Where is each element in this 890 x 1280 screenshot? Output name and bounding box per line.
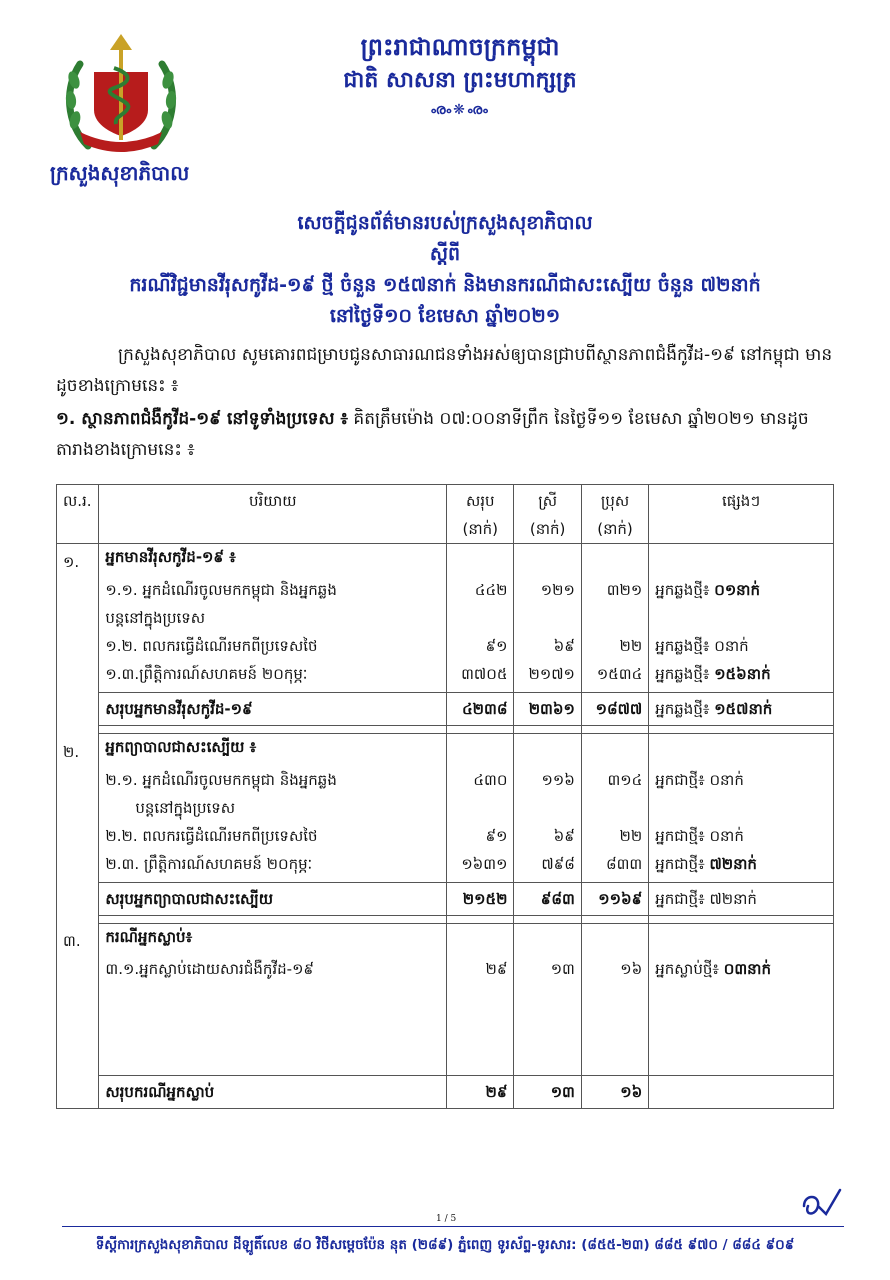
header-no: ល.រ. [57,485,99,544]
ministry-logo [58,28,184,158]
table-row: ១.៣.ព្រឹត្តិការណ៍សហគមន៍ ២០កុម្ភៈ ៣៧០៥ ២១៧១ ១៥៣៤ អ្នកឆ្លងថ្មី៖ ១៥៦នាក់ [57,660,834,693]
intro-paragraph: ក្រសួងសុខាភិបាល សូមគោរពជម្រាបជូនសាធារណជនទាំងអស់ឲ្យបានជ្រាបពីស្ថានភាពជំងឺកូវីដ-១៩ នៅកម្ពុជា មានដូចខាងក្រោមនេះ ៖ [56,345,833,396]
table-row: ២. អ្នកព្យាបាលជាសះស្បើយ ៖ [57,734,834,766]
section-1 [56,404,846,466]
table-row: ១.១. អ្នកដំណើរចូលមកកម្ពុជា និងអ្នកឆ្លង បន្តនៅក្នុងប្រទេស ៤៤២ ១២១ ៣២១ អ្នកឆ្លងថ្មី៖ ០១នាក់ [57,576,834,632]
table-row: ៣. ករណីអ្នកស្លាប់៖ [57,923,834,955]
title-line-1: សេចក្តីជូនព័ត៌មានរបស់ក្រសួងសុខាភិបាល [297,212,593,234]
title-line-4: នៅថ្ងៃទី១០ ខែមេសា ឆ្នាំ២០២១ [329,305,561,327]
header-male: ប្រុស (នាក់) [581,485,648,544]
table-row: ២.៣. ព្រឹត្តិការណ៍សហគមន៍ ២០កុម្ភៈ ១៦៣១ ៧៩៨ ៨៣៣ អ្នកជាថ្មី៖ ៧២នាក់ [57,850,834,883]
header-total: សរុប (នាក់) [447,485,514,544]
footer-address: ទីស្តីការក្រសួងសុខាភិបាល ដីឡូតិ៍លេខ ៨០ វិថីសម្តេចប៉ែន នុត (២៨៩) ភ្នំពេញ ទូរស័ព្ទ-ទូរសារ: (៨៥៥-២៣) ៨៨៥ ៩៧០ / ៨៨៤ ៩០៩ [95,1237,795,1253]
ministry-name: ក្រសួងសុខាភិបាល [50,161,190,185]
total-row-deaths: សរុបករណីអ្នកស្លាប់ ២៩ ១៣ ១៦ [57,1075,834,1108]
table-header-row [57,485,834,544]
document-title [40,208,850,332]
table-row: ៣.១.អ្នកស្លាប់ដោយសារជំងឺកូវីដ-១៩ ២៩ ១៣ ១៦ អ្នកស្លាប់ថ្មី៖ ០៣នាក់ [57,955,834,1075]
national-motto: ជាតិ សាសនា ព្រះមហាក្សត្រ [343,68,577,93]
section-1-text: គិតត្រឹមម៉ោង ០៧:០០នាទីព្រឹក នៃថ្ងៃទី១១ ខែមេសា ឆ្នាំ២០២១ មានដូចតារាងខាងក្រោមនេះ ៖ [56,409,809,460]
page-number: 1 / 5 [436,1214,457,1224]
signature-mark [798,1186,844,1220]
table-row: ១. អ្នកមានវីរុសកូវីដ-១៩ ៖ [57,544,834,577]
covid-stats-table [56,484,834,1109]
section-1-heading: ១. ស្ថានភាពជំងឺកូវីដ-១៩ នៅទូទាំងប្រទេស ៖ [56,409,348,429]
total-row-recovered: សរុបអ្នកព្យាបាលជាសះស្បើយ ២១៥២ ៩៨៣ ១១៦៩ អ្នកជាថ្មី៖ ៧២នាក់ [57,882,834,915]
header-misc: ផ្សេងៗ [649,485,834,544]
header-desc: បរិយាយ [99,485,447,544]
table-row: ១.២. ពលករធ្វើដំណើរមកពីប្រទេសថៃ ៩១ ៦៩ ២២ អ្នកឆ្លងថ្មី៖ ០នាក់ [57,632,834,660]
footer-divider [62,1226,844,1227]
header-female: ស្រី (នាក់) [514,485,581,544]
ornament-icon: ൟ❋ൟ [430,102,490,118]
kingdom-title: ព្រះរាជាណាចក្រកម្ពុជា [360,33,560,61]
table-row: ២.១. អ្នកដំណើរចូលមកកម្ពុជា និងអ្នកឆ្លង បន្តនៅក្នុងប្រទេស ៤៣០ ១១៦ ៣១៤ អ្នកជាថ្មី៖ ០នាក់ [57,766,834,822]
kingdom-header [300,30,620,122]
title-line-3: ករណីវិជ្ជមានវីរុសកូវីដ-១៩ ថ្មី ចំនួន ១៥៧នាក់ និងមានករណីជាសះស្បើយ ចំនួន ៧២នាក់ [129,274,761,296]
title-line-2: ស្តីពី [429,243,461,265]
total-row-infected: សរុបអ្នកមានវីរុសកូវីដ-១៩ ៤២៣៨ ២៣៦១ ១៨៧៧ អ្នកឆ្លងថ្មី៖ ១៥៧នាក់ [57,693,834,726]
table-row: ២.២. ពលករធ្វើដំណើរមកពីប្រទេសថៃ ៩១ ៦៩ ២២ អ្នកជាថ្មី៖ ០នាក់ [57,822,834,850]
